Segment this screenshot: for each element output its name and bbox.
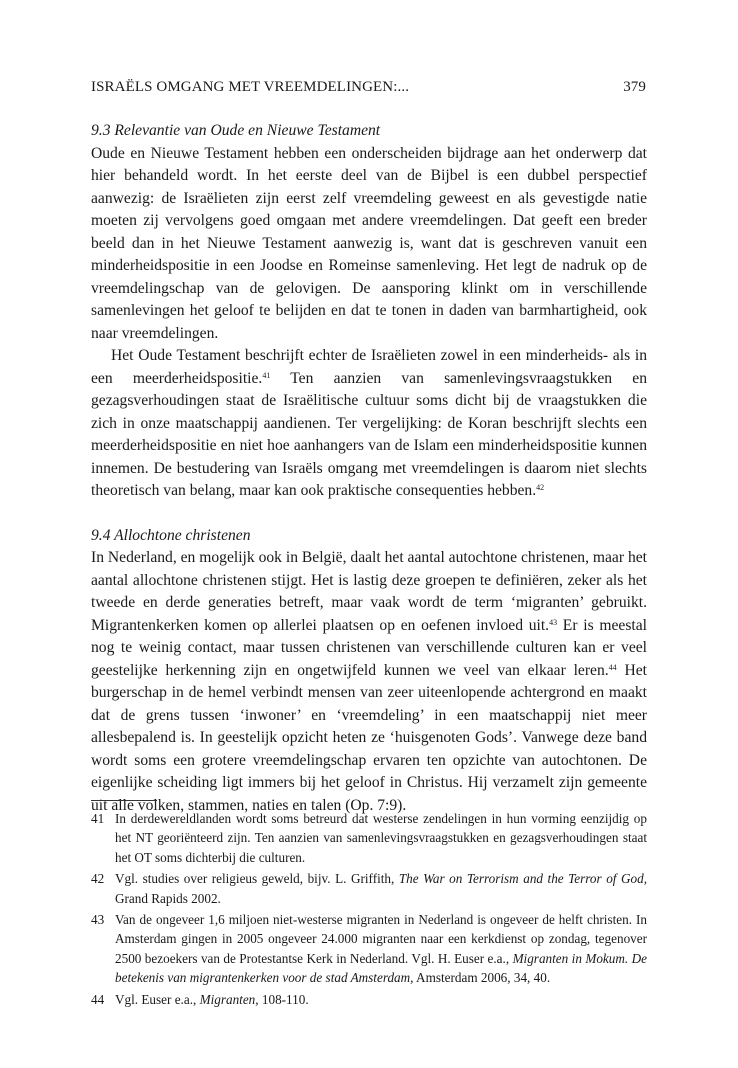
footnote-text: Vgl. Euser e.a.,	[115, 991, 200, 1007]
footnote-ref-44[interactable]: 44	[608, 662, 617, 672]
paragraph-text: Er is meestal nog te weinig contact, maar tussen christenen van verschillende culturen kan er veel geestelijke herkenning zijn en ongetwijfeld kunnen we veel van elkaar leren.	[91, 616, 647, 679]
running-head: ISRAËLS OMGANG MET VREEMDELINGEN:...	[91, 79, 410, 95]
footnote-separator	[91, 800, 157, 801]
footnote-number: 41	[91, 811, 105, 826]
footnote-title: The War on Terrorism and the Terror of God,	[398, 871, 647, 887]
footnote-title: Migranten in Mokum. De betekenis van migrantenkerken voor de stad Amsterdam,	[115, 950, 647, 986]
footnote-ref-43[interactable]: 43	[549, 617, 558, 627]
footnote-41	[91, 809, 647, 867]
section-heading-9-3: 9.3 Relevantie van Oude en Nieuwe Testament	[91, 122, 381, 139]
paragraph: Oude en Nieuwe Testament hebben een onderscheiden bijdrage aan het onderwerp dat hier behandeld wordt. In het eerste deel van de Bijbel is een dubbel perspectief aanwezig: de Israëlieten zijn eerst zelf vreemdeling geweest en als gevestigde natie moeten zij vervolgens goed omgaan met andere vreemdelingen. Dat geeft een breder beeld dan in het Nieuwe Testament aanwezig is, want dat is geschreven vanuit een minderheidspositie in een Joodse en Romeinse samenleving. Het legt de nadruk op de vreemdelingschap van de gelovigen. De aansporing klinkt om in verschillende samenlevingen het geloof te belijden en dat te tonen in daden van barmhartigheid, ook naar vreemdelingen.	[91, 144, 647, 342]
footnote-text: In derdewereldlanden wordt soms betreurd dat westerse zendelingen in hun vorming eenzijdig op het NT georiënteerd zijn. Ten aanzien van samenlevingsvraagstukken en gezagsverhoudingen staat het OT soms dichterbij die culturen.	[115, 811, 647, 865]
footnote-43	[91, 910, 647, 988]
paragraph-text: In Nederland, en mogelijk ook in België, daalt het aantal autochtone christenen, maar het aantal allochtone christenen stijgt. Het is lastig deze groepen te definiëren, zeker als het tweede en derde generaties betreft, maar vaak wordt de term ‘migranten’ gebruikt. Migrantenkerken komen op allerlei plaatsen op en oefenen invloed uit.	[91, 549, 647, 634]
page-number: 379	[623, 79, 646, 95]
footnote-44	[91, 990, 647, 1009]
paragraph-text: Het Oude Testament beschrijft echter de Israëlieten zowel in een minderheids- als in een meerderheidspositie.	[91, 347, 647, 387]
paragraph	[91, 345, 647, 503]
footnote-text: Grand Rapids 2002.	[115, 890, 221, 906]
section-heading-9-4: 9.4 Allochtone christenen	[91, 526, 251, 544]
footnote-text: Amsterdam 2006, 34, 40.	[413, 970, 551, 986]
footnote-number: 42	[91, 871, 105, 887]
footnote-number: 43	[91, 912, 105, 928]
footnote-ref-41[interactable]: 41	[262, 370, 271, 380]
paragraph-text: Ten aanzien van samenlevingsvraagstukken en gezagsverhoudingen staat de Israëlitische cultuur soms dicht bij de vraagstukken die zich in onze maatschappij aandienen. Ter vergelijking: de Koran beschrijft slechts een meerderheidspositie en niet hoe aanhangers van de Islam een minderheidspositie kunnen innemen. De bestudering van Israëls omgang met vreemdelingen is daarom niet slechts theoretisch van belang, maar kan ook praktische consequenties hebben.	[91, 369, 648, 499]
paragraph	[91, 547, 647, 817]
footnote-title: Migranten,	[199, 991, 259, 1007]
main-text	[91, 120, 647, 817]
footnote-42	[91, 869, 647, 908]
footnote-text: Van de ongeveer 1,6 miljoen niet-westerse migranten in Nederland is ongeveer de helft christen. In Amsterdam gingen in 2005 ongeveer 24.000 migranten naar een kerkdienst op zondag, tegenover 2500 bezoekers van de Protestantse Kerk in Nederland. Vgl. H. Euser e.a.,	[115, 912, 647, 966]
footnote-text: 108-110.	[258, 991, 309, 1007]
section-spacer	[91, 503, 647, 525]
footnotes	[91, 809, 647, 1011]
paragraph-text: Het burgerschap in de hemel verbindt mensen van zeer uiteenlopende achtergrond en maakt dat de grens tussen ‘inwoner’ en ‘vreemdeling’ in een maatschappij niet meer allesbepalend is. In geestelijk opzicht heten ze ‘huisgenoten Gods’. Vanwege deze band wordt soms een grotere vreemdelingschap ervaren ten opzichte van autochtonen. De eigenlijke scheiding ligt immers bij het geloof in Christus. Hij verzamelt zijn gemeente uit alle volken, stammen, naties en talen (Op. 7:9).	[91, 661, 647, 814]
footnote-number: 44	[91, 991, 105, 1007]
footnote-text: Vgl. studies over religieus geweld, bijv. L. Griffith,	[115, 871, 399, 887]
footnote-ref-42[interactable]: 42	[536, 483, 545, 492]
